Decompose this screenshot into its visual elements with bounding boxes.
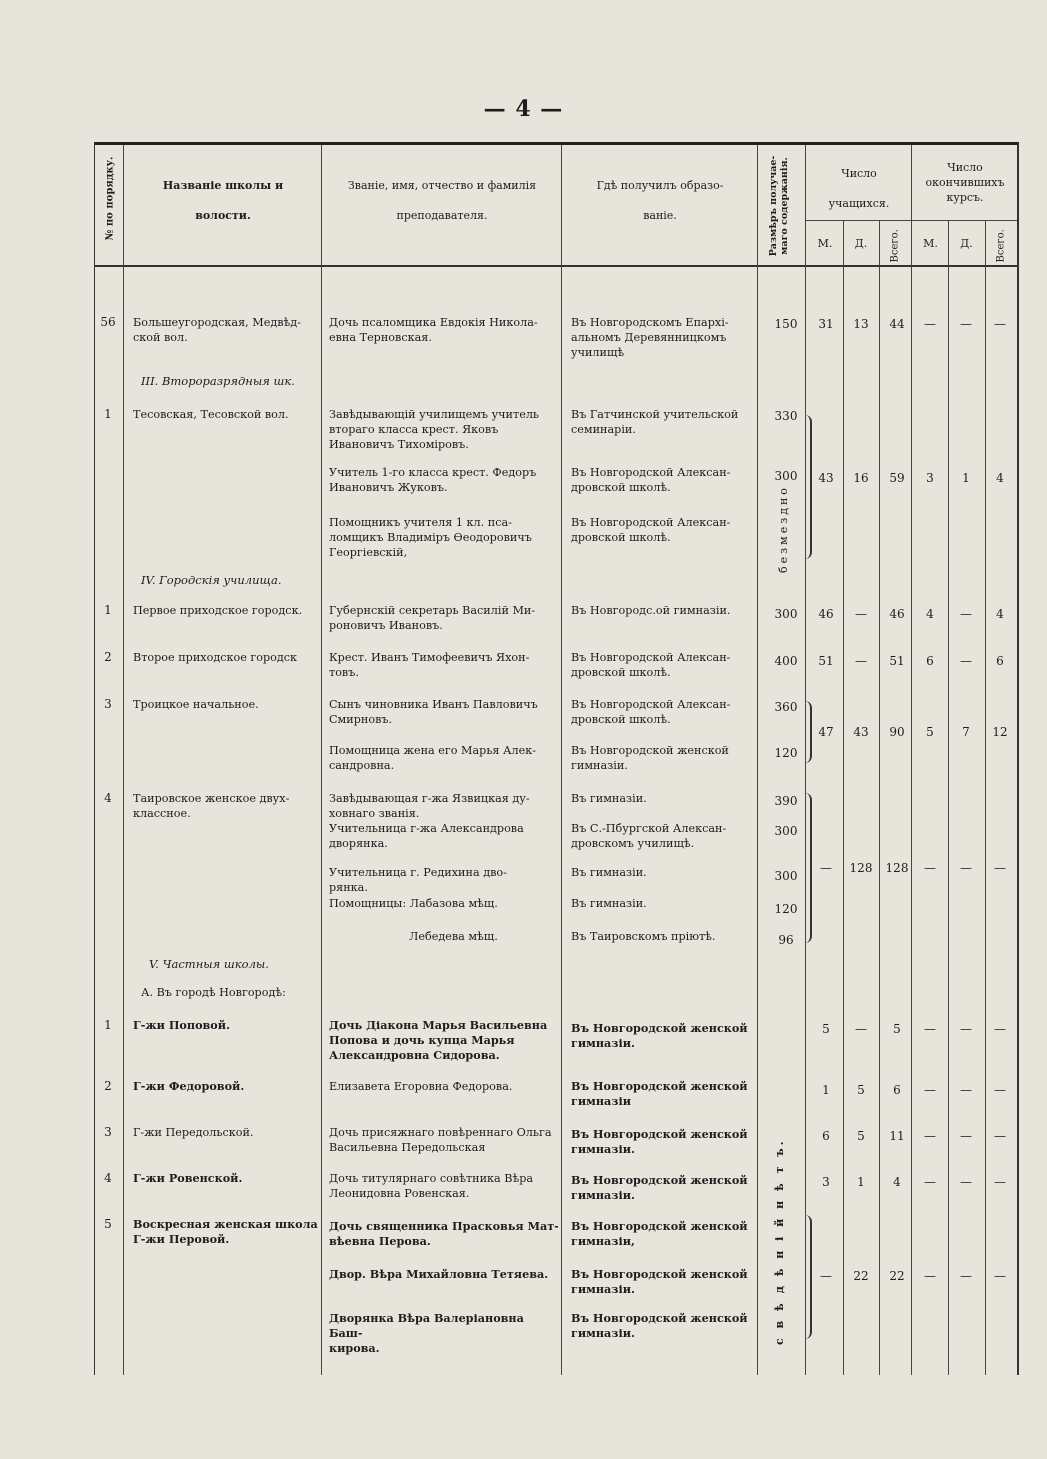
teacher-name: Елизавета Егоровна Федорова.: [329, 1080, 513, 1093]
teacher-name: Крест. Иванъ Тимофеевичъ Яхон- товъ.: [329, 651, 530, 680]
teacher-name: Дочь псаломщика Евдокія Никола- евна Терновская.: [329, 316, 538, 345]
school-name: Г-жи Ровенской.: [133, 1171, 243, 1185]
section-title: V. Частныя школы.: [149, 957, 269, 971]
pupils-m: 6: [822, 1129, 830, 1143]
grad-d: —: [960, 317, 972, 331]
school-name: Воскресная женская школа Г-жи Перовой.: [133, 1217, 318, 1247]
education: Въ Новгородской Алексан- дровской школѣ.: [571, 466, 731, 495]
pupils-d: 16: [853, 471, 869, 485]
pupils-total: 51: [889, 654, 905, 668]
school-name: Большеугородская, Медвѣд- ской вол.: [133, 316, 301, 345]
salary: 150: [774, 317, 798, 331]
education: Въ гимназіи.: [571, 897, 647, 910]
education: Въ Новгородс.ой гимназіи.: [571, 604, 731, 617]
school-name: Первое приходское городск.: [133, 604, 303, 617]
header-no: № по порядку.: [104, 156, 116, 241]
teacher-name: Дочь титулярнаго совѣтника Вѣра Леонидовна Ровенская.: [329, 1172, 534, 1201]
school-name: Троицкое начальное.: [133, 698, 259, 711]
pupils-m: 3: [822, 1175, 830, 1189]
header-graduates: Число окончившихъ курсъ.: [925, 161, 1005, 204]
pupils-m: 1: [822, 1083, 830, 1097]
pupils-total: 22: [889, 1269, 905, 1283]
school-name: Г-жи Поповой.: [133, 1018, 230, 1032]
pupils-total: 4: [893, 1175, 901, 1189]
salary: 120: [774, 902, 798, 916]
school-name: Г-жи Передольской.: [133, 1126, 254, 1139]
grad-total: —: [994, 1269, 1006, 1283]
grad-d: —: [960, 1083, 972, 1097]
row-number: 4: [104, 1171, 112, 1185]
grad-d: —: [960, 1129, 972, 1143]
grad-total: —: [994, 1022, 1006, 1036]
education: Въ Таировскомъ пріютѣ.: [571, 930, 716, 943]
grad-total: 6: [996, 654, 1004, 668]
header-grad-total: Всего.: [995, 229, 1007, 263]
pupils-total: 46: [889, 607, 905, 621]
salary: 400: [774, 654, 798, 668]
pupils-total: 5: [893, 1022, 901, 1036]
salary-free: безмездно: [777, 485, 790, 573]
school-name: Г-жи Федоровой.: [133, 1079, 245, 1093]
salary: 330: [774, 409, 798, 423]
section-title: III. Второразрядныя шк.: [141, 374, 295, 388]
school-name: Второе приходское городск: [133, 651, 298, 664]
teacher-name: Помощница жена его Марья Алек- сандровна.: [329, 744, 536, 773]
pupils-m: —: [820, 861, 832, 875]
education: Въ Гатчинской учительской семинаріи.: [571, 408, 739, 437]
row-number: 1: [104, 407, 112, 421]
teacher-name: Сынъ чиновника Иванъ Павловичъ Смирновъ.: [329, 698, 538, 727]
education: Въ гимназіи.: [571, 792, 647, 805]
pupils-total: 128: [885, 861, 909, 875]
grad-m: —: [924, 1269, 936, 1283]
salary: 300: [774, 824, 798, 838]
teacher-name: Двор. Вѣра Михайловна Тетяева.: [329, 1267, 549, 1281]
grad-m: —: [924, 861, 936, 875]
grad-m: —: [924, 1129, 936, 1143]
grad-total: —: [994, 317, 1006, 331]
teacher-name: Учительница г-жа Александрова дворянка.: [329, 822, 524, 851]
row-number: 4: [104, 791, 112, 805]
education: Въ Новгородской женской гимназіи.: [571, 1021, 748, 1051]
row-number: 1: [104, 1018, 112, 1032]
salary-no-info: с в ѣ д ѣ н і й н ѣ т ъ.: [773, 1138, 786, 1345]
row-number: 2: [104, 1079, 112, 1093]
header-grad-m: М.: [923, 237, 938, 250]
row-number: 5: [104, 1217, 112, 1231]
pupils-d: 5: [857, 1083, 865, 1097]
header-pupils-d: Д.: [854, 237, 868, 250]
education: Въ гимназіи.: [571, 866, 647, 879]
education: Въ Новгородской женской гимназіи,: [571, 1219, 748, 1249]
header-school: Названіе школы и волости.: [162, 179, 284, 222]
grad-total: 4: [996, 471, 1004, 485]
header-pupils-total: Всего.: [889, 229, 901, 263]
grad-d: —: [960, 1269, 972, 1283]
grad-m: —: [924, 317, 936, 331]
teacher-name: Учитель 1-го класса крест. Федоръ Ивановичъ Жуковъ.: [329, 466, 537, 495]
education: Въ Новгородской женской гимназіи.: [571, 1127, 748, 1157]
teacher-name: Дочь Діакона Марья Васильевна Попова и дочь купца Марья Александровна Сидорова.: [329, 1018, 548, 1063]
grad-m: 3: [926, 471, 934, 485]
teacher-name: Помощникъ учителя 1 кл. пса- ломщикъ Владиміръ Ѳеодоровичъ Георгіевскій,: [329, 516, 532, 560]
education: Въ Новгородской Алексан- дровской школѣ.: [571, 698, 731, 727]
grad-d: —: [960, 607, 972, 621]
grad-d: 7: [962, 725, 970, 739]
teacher-name: Завѣдывающая г-жа Язвицкая ду- ховнаго званія.: [329, 792, 530, 821]
grad-d: —: [960, 1175, 972, 1189]
page-number: — 4 —: [483, 96, 564, 122]
salary: 360: [774, 700, 798, 714]
pupils-d: —: [855, 654, 867, 668]
row-number: 2: [104, 650, 112, 664]
education: Въ Новгородской женской гимназіи.: [571, 1173, 748, 1203]
salary: 300: [774, 607, 798, 621]
grad-d: —: [960, 654, 972, 668]
school-table: [94, 142, 1019, 1375]
grad-total: —: [994, 1175, 1006, 1189]
pupils-m: 31: [818, 317, 834, 331]
pupils-m: 47: [818, 725, 834, 739]
education: Въ Новгородской женской гимназіи: [571, 1079, 748, 1109]
row-number: 3: [104, 697, 112, 711]
header-salary: Размѣръ получае- маго содержанія.: [768, 155, 790, 257]
pupils-total: 44: [889, 317, 905, 331]
pupils-m: —: [820, 1269, 832, 1283]
teacher-name: Лебедева мѣщ.: [409, 930, 498, 943]
grad-total: —: [994, 1129, 1006, 1143]
pupils-d: —: [855, 1022, 867, 1036]
pupils-total: 59: [889, 471, 905, 485]
grad-total: —: [994, 861, 1006, 875]
header-teacher: Званіе, имя, отчество и фамилія преподавателя.: [347, 179, 537, 222]
salary: 300: [774, 469, 798, 483]
pupils-d: 128: [849, 861, 873, 875]
grad-m: —: [924, 1022, 936, 1036]
header-education: Гдѣ получилъ образо- ваніе.: [596, 179, 724, 222]
header-grad-d: Д.: [960, 237, 973, 250]
school-name: Таировское женское двух- классное.: [133, 792, 290, 821]
pupils-total: 11: [889, 1129, 905, 1143]
teacher-name: Дочь священника Прасковья Мат- вѣевна Перова.: [329, 1219, 559, 1249]
grad-m: —: [924, 1175, 936, 1189]
header-pupils-m: М.: [817, 237, 833, 250]
grad-total: 12: [992, 725, 1008, 739]
grad-m: 4: [926, 607, 934, 621]
education: Въ Новгородской Алексан- дровской школѣ.: [571, 651, 731, 680]
pupils-d: 13: [853, 317, 869, 331]
section-title: IV. Городскія училища.: [141, 573, 282, 587]
grad-total: 4: [996, 607, 1004, 621]
teacher-name: Помощницы: Лабазова мѣщ.: [329, 897, 498, 910]
pupils-m: 51: [818, 654, 834, 668]
pupils-total: 90: [889, 725, 905, 739]
grad-d: —: [960, 861, 972, 875]
row-number: 1: [104, 603, 112, 617]
education: Въ Новгородской женской гимназіи.: [571, 744, 729, 773]
teacher-name: Завѣдывающій училищемъ учитель втораго класса крест. Яковъ Ивановичъ Тихоміровъ.: [329, 408, 540, 452]
teacher-name: Учительница г. Редихина дво- рянка.: [329, 866, 507, 895]
teacher-name: Дворянка Вѣра Валеріановна Баш- кирова.: [329, 1311, 524, 1356]
row-number: 3: [104, 1125, 112, 1139]
education: Въ Новгородской женской гимназіи.: [571, 1267, 748, 1297]
grad-d: —: [960, 1022, 972, 1036]
row-number: 56: [100, 315, 116, 329]
education: Въ С.-Пбургской Алексан- дровскомъ училищѣ.: [571, 822, 727, 851]
header-pupils: Число учащихся.: [828, 167, 890, 210]
salary: 96: [778, 933, 794, 947]
pupils-d: 5: [857, 1129, 865, 1143]
pupils-total: 6: [893, 1083, 901, 1097]
grad-m: —: [924, 1083, 936, 1097]
grad-d: 1: [962, 471, 970, 485]
school-name: Тесовская, Тесовской вол.: [133, 408, 289, 421]
grad-m: 6: [926, 654, 934, 668]
pupils-d: 43: [853, 725, 869, 739]
salary: 300: [774, 869, 798, 883]
grad-m: 5: [926, 725, 934, 739]
pupils-d: 1: [857, 1175, 865, 1189]
education: Въ Новгородской Алексан- дровской школѣ.: [571, 516, 731, 545]
education: Въ Новгородскомъ Епархі- альномъ Деревянницкомъ училищѣ: [571, 316, 729, 360]
subsection-title: А. Въ городѣ Новгородѣ:: [141, 986, 286, 999]
pupils-m: 46: [818, 607, 834, 621]
education: Въ Новгородской женской гимназіи.: [571, 1311, 748, 1341]
salary: 390: [774, 794, 798, 808]
pupils-m: 5: [822, 1022, 830, 1036]
grad-total: —: [994, 1083, 1006, 1097]
salary: 120: [774, 746, 798, 760]
pupils-d: —: [855, 607, 867, 621]
bracket: [805, 415, 812, 559]
teacher-name: Дочь присяжнаго повѣреннаго Ольга Васильевна Передольская: [329, 1126, 552, 1155]
pupils-d: 22: [853, 1269, 869, 1283]
teacher-name: Губернскій секретарь Василій Ми- роновичъ Ивановъ.: [329, 604, 536, 633]
pupils-m: 43: [818, 471, 834, 485]
